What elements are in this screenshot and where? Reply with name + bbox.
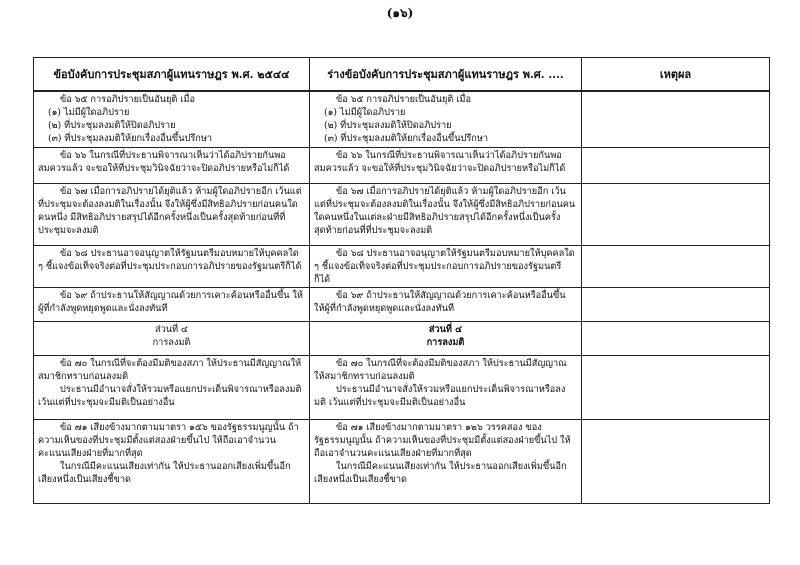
table-header-row <box>34 58 770 92</box>
clause-text: ข้อ ๗๑ เสียงข้างมากตามมาตรา ๑๕๖ ของรัฐธรรมนูญนั้น ถ้าความเห็นของที่ประชุมมีตั้งแต่สองฝ่ายขึ้นไป ให้ถือเอาจำนวนคะแนนเสียงฝ่ายที่มากที่สุด <box>38 421 299 459</box>
table-row <box>34 245 770 287</box>
clause-text: ข้อ ๖๗ เมื่อการอภิปรายได้ยุติแล้ว ห้ามผู้ใดอภิปรายอีก เว้นแต่ที่ประชุมจะต้องลงมติในเรื่องนั้น จึงให้ผู้ซึ่งมีสิทธิอภิปรายก่อนคนใดคนหนึ่งในแต่ละฝ่ายมีสิทธิอภิปรายสรุปได้อีกครั้งหนึ่งเป็นครั้งสุดท้ายก่อนที่ที่ประชุมจะลงมติ <box>314 185 576 236</box>
comparison-table <box>33 57 770 504</box>
clause-text: ข้อ ๖๘ ประธานอาจอนุญาตให้รัฐมนตรีมอบหมายให้บุคคลใด ๆ ชี้แจงข้อเท็จจริงต่อที่ประชุมประกอบการอภิปรายของรัฐมนตรีก็ได้ <box>314 247 575 285</box>
reason-cell <box>582 91 770 147</box>
section-title: การลงมติ <box>152 336 191 348</box>
reason-cell <box>582 419 770 503</box>
clause-text: ข้อ ๖๖ ในกรณีที่ประธานพิจารณาเห็นว่าได้อภิปรายกันพอสมควรแล้ว จะขอให้ที่ประชุมวินิจฉัยว่าจะปิดอภิปรายหรือไม่ก็ได้ <box>314 149 566 174</box>
clause-text: ข้อ ๖๘ ประธานอาจอนุญาตให้รัฐมนตรีมอบหมายให้บุคคลใด ๆ ชี้แจงข้อเท็จจริงต่อที่ประชุมประกอบการอภิปรายของรัฐมนตรีก็ได้ <box>38 247 302 272</box>
draft-clause-cell <box>310 419 582 503</box>
draft-clause-cell <box>310 91 582 147</box>
clause-text: ข้อ ๗๐ ในกรณีที่จะต้องมีมติของสภา ให้ประธานมีสัญญาณให้สมาชิกทราบก่อนลงมติ <box>38 357 302 382</box>
table-row <box>34 419 770 503</box>
clause-text: ข้อ ๖๗ เมื่อการอภิปรายได้ยุติแล้ว ห้ามผู้ใดอภิปรายอีก เว้นแต่ที่ประชุมจะต้องลงมติในเรื่องนั้น จึงให้ผู้ซึ่งมีสิทธิอภิปรายก่อนคนใดคนหนึ่ง มีสิทธิอภิปรายสรุปได้อีกครั้งหนึ่งเป็นครั้งสุดท้ายก่อนที่ที่ประชุมจะลงมติ <box>38 185 302 236</box>
section-number: ส่วนที่ ๔ <box>428 323 463 335</box>
clause-text: ข้อ ๗๐ ในกรณีที่จะต้องมีมติของสภา ให้ประธานมีสัญญาณให้สมาชิกทราบก่อนลงมติ <box>314 357 567 382</box>
table-row <box>34 91 770 147</box>
clause-text: ในกรณีมีคะแนนเสียงเท่ากัน ให้ประธานออกเสียงเพิ่มขึ้นอีกเสียงหนึ่งเป็นเสียงชี้ขาด <box>314 460 567 485</box>
draft-clause-cell <box>310 183 582 245</box>
current-clause-cell <box>34 147 310 183</box>
current-section-cell <box>34 321 310 355</box>
current-clause-cell <box>34 245 310 287</box>
header-current-regulation: ข้อบังคับการประชุมสภาผู้แทนราษฎร พ.ศ. ๒๕๔๔ <box>34 58 310 92</box>
clause-item: (๑) ไม่มีผู้ใดอภิปราย <box>48 107 130 118</box>
clause-text: ข้อ ๖๙ ถ้าประธานให้สัญญาณด้วยการเคาะค้อนหรืออื่นขึ้น ให้ผู้ที่กำลังพูดหยุดพูดและนั่งลงทันที <box>38 289 303 314</box>
current-clause-cell <box>34 355 310 419</box>
reason-cell <box>582 147 770 183</box>
table-row <box>34 183 770 245</box>
reason-cell <box>582 355 770 419</box>
draft-clause-cell <box>310 245 582 287</box>
table-row <box>34 147 770 183</box>
clause-item: (๒) ที่ประชุมลงมติให้ปิดอภิปราย <box>48 120 176 131</box>
draft-clause-cell <box>310 355 582 419</box>
table-row <box>34 321 770 355</box>
draft-section-cell <box>310 321 582 355</box>
clause-text: ประธานมีอำนาจสั่งให้รวมหรือแยกประเด็นพิจารณาหรือลงมติ เว้นแต่ที่ประชุมจะมีมติเป็นอย่างอื่น <box>314 383 566 408</box>
table-row <box>34 355 770 419</box>
current-clause-cell <box>34 419 310 503</box>
clause-text: ในกรณีมีคะแนนเสียงเท่ากัน ให้ประธานออกเสียงเพิ่มขึ้นอีกเสียงหนึ่งเป็นเสียงชี้ขาด <box>38 460 291 485</box>
section-number: ส่วนที่ ๔ <box>155 323 188 335</box>
clause-text: ประธานมีอำนาจสั่งให้รวมหรือแยกประเด็นพิจารณาหรือลงมติ เว้นแต่ที่ประชุมจะมีมติเป็นอย่างอื่น <box>38 383 302 408</box>
clause-item: (๓) ที่ประชุมลงมติให้ยกเรื่องอื่นขึ้นปรึกษา <box>324 133 489 144</box>
clause-item: (๒) ที่ประชุมลงมติให้ปิดอภิปราย <box>324 120 452 131</box>
draft-clause-cell <box>310 147 582 183</box>
page-number: (๑๖) <box>386 6 414 20</box>
draft-clause-cell <box>310 287 582 321</box>
reason-cell <box>582 321 770 355</box>
current-clause-cell <box>34 183 310 245</box>
section-title: การลงมติ <box>426 336 465 348</box>
reason-cell <box>582 287 770 321</box>
header-draft-regulation: ร่างข้อบังคับการประชุมสภาผู้แทนราษฎร พ.ศ. .... <box>310 58 582 92</box>
clause-text: ข้อ ๖๕ การอภิปรายเป็นอันยุติ เมื่อ <box>336 94 471 105</box>
clause-text: ข้อ ๖๖ ในกรณีที่ประธานพิจารณาเห็นว่าได้อภิปรายกันพอสมควรแล้ว จะขอให้ที่ประชุมวินิจฉัยว่าจะปิดอภิปรายหรือไม่ก็ได้ <box>38 149 290 174</box>
current-clause-cell <box>34 287 310 321</box>
clause-text: ข้อ ๗๑ เสียงข้างมากตามมาตรา ๑๒๖ วรรคสอง ของรัฐธรรมนูญนั้น ถ้าความเห็นของที่ประชุมมีตั้งแต่สองฝ่ายขึ้นไป ให้ถือเอาจำนวนคะแนนเสียงฝ่ายที่มากที่สุด <box>314 421 571 459</box>
clause-item: (๑) ไม่มีผู้ใดอภิปราย <box>324 107 406 118</box>
reason-cell <box>582 245 770 287</box>
clause-item: (๓) ที่ประชุมลงมติให้ยกเรื่องอื่นขึ้นปรึกษา <box>48 133 213 144</box>
clause-text: ข้อ ๖๕ การอภิปรายเป็นอันยุติ เมื่อ <box>60 94 195 105</box>
clause-text: ข้อ ๖๙ ถ้าประธานให้สัญญาณด้วยการเคาะค้อนหรืออื่นขึ้น ให้ผู้ที่กำลังพูดหยุดพูดและนั่งลงทันที <box>314 289 566 314</box>
table-row <box>34 287 770 321</box>
current-clause-cell <box>34 91 310 147</box>
header-reasons: เหตุผล <box>582 58 770 92</box>
reason-cell <box>582 183 770 245</box>
